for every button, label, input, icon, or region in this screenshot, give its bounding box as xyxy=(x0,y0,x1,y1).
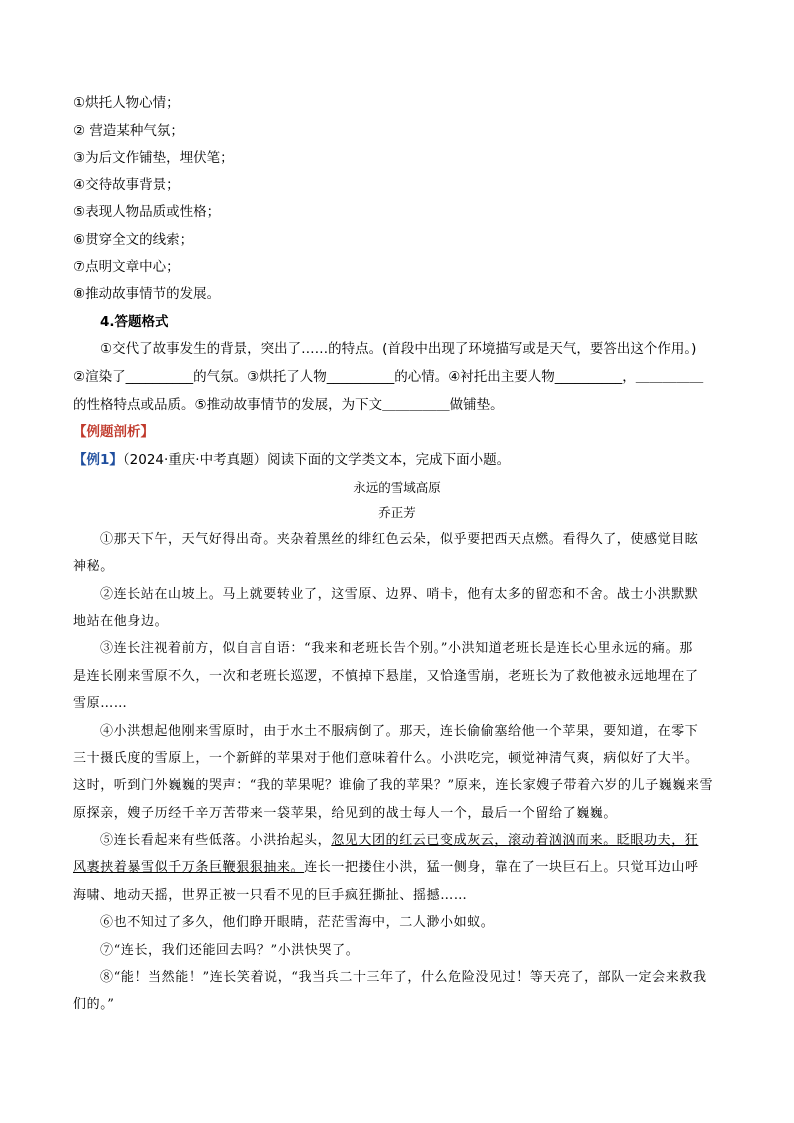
story-line xyxy=(100,831,698,851)
story-line: 雪原…… xyxy=(73,696,128,711)
story-line: 三十摄氏度的雪原上，一个新鲜的苹果对于他们意味着什么。小洪吃完，顿觉神清气爽，病似好了大半。 xyxy=(73,751,699,766)
format-line: ②渲染了__________的气氛。③烘托了人物__________的心情。④衬托出主要人物__________，＿＿＿＿＿ xyxy=(73,369,704,385)
story-text: 连长一把搂住小洪，猛一侧身，靠在了一块巨石上。只觉耳边山呼 xyxy=(304,860,699,875)
underlined-sentence: 风裹挟着暴雪似千万条巨鞭狠狠抽来。 xyxy=(73,860,305,875)
format-heading: 4.答题格式 xyxy=(100,314,169,330)
story-title: 永远的雪域高原 xyxy=(353,480,441,495)
story-author: 乔正芳 xyxy=(378,505,416,520)
format-line: ①交代了故事发生的背景，突出了……的特点。(首段中出现了环境描写或是天气，要答出这个作用。) xyxy=(100,341,697,357)
story-line: 神秘。 xyxy=(73,559,114,574)
story-line: ④小洪想起他刚来雪原时，由于水土不服病倒了。那天，连长偷偷塞给他一个苹果，要知道，在零下 xyxy=(100,724,699,739)
story-line: 地站在他身边。 xyxy=(73,614,169,629)
story-line: 海啸、地动天摇，世界正被一只看不见的巨手疯狂撕扯、摇撼…… xyxy=(73,888,468,903)
story-line xyxy=(73,858,699,878)
function-item: ⑤表现人物品质或性格； xyxy=(73,204,221,220)
story-line: ⑦“连长，我们还能回去吗？”小洪快哭了。 xyxy=(100,943,360,958)
function-item: ③为后文作铺垫，埋伏笔； xyxy=(73,150,234,166)
story-line: 是连长刚来雪原不久，一次和老班长巡逻，不慎掉下悬崖，又恰逢雪崩，老班长为了救他被永远地埋在了 xyxy=(73,669,699,684)
example-header xyxy=(73,450,510,470)
underlined-sentence: 忽见大团的红云已变成灰云，滚动着汹汹而来。眨眼功夫，狂 xyxy=(331,833,699,848)
function-item: ①烘托人物心情； xyxy=(73,95,180,111)
story-line: 原探亲，嫂子历经千辛万苦带来一袋苹果，给见到的战士每人一个，最后一个留给了巍巍。 xyxy=(73,806,618,821)
story-line: ⑧“能！当然能！”连长笑着说，“我当兵二十三年了，什么危险没见过！等天亮了，部队一定会来救我 xyxy=(100,970,707,985)
story-line: ⑥也不知过了多久，他们睁开眼睛，茫茫雪海中，二人渺小如蚁。 xyxy=(100,915,495,930)
function-item: ② 营造某种气氛； xyxy=(73,123,184,139)
section-label: 【例题剖析】 xyxy=(73,424,154,440)
function-item: ④交待故事背景； xyxy=(73,177,180,193)
function-item: ⑥贯穿全文的线索； xyxy=(73,232,194,248)
story-line: ②连长站在山坡上。马上就要转业了，这雪原、边界、哨卡，他有太多的留恋和不舍。战士小洪默默 xyxy=(100,587,699,602)
format-line: 的性格特点或品质。⑤推动故事情节的发展，为下文＿＿＿＿＿做铺垫。 xyxy=(73,397,504,413)
story-line: 这时，听到门外巍巍的哭声：“我的苹果呢？谁偷了我的苹果？”原来，连长家嫂子带着六岁的儿子巍巍来雪 xyxy=(73,778,714,793)
function-item: ⑦点明文章中心； xyxy=(73,259,180,275)
story-line: ①那天下午，天气好得出奇。夹杂着黑丝的绯红色云朵，似乎要把西天点燃。看得久了，使感觉目眩 xyxy=(100,532,699,547)
story-line: 们的。” xyxy=(73,997,115,1012)
function-item: ⑧推动故事情节的发展。 xyxy=(73,286,221,302)
example-text: （2024·重庆·中考真题）阅读下面的文学类文本，完成下面小题。 xyxy=(122,452,511,468)
story-line: ③连长注视着前方，似自言自语：“我来和老班长告个别。”小洪知道老班长是连长心里永远的痛。那 xyxy=(100,641,693,656)
story-text: ⑤连长看起来有些低落。小洪抬起头， xyxy=(100,833,332,848)
example-tag: 【例1】 xyxy=(73,452,123,468)
